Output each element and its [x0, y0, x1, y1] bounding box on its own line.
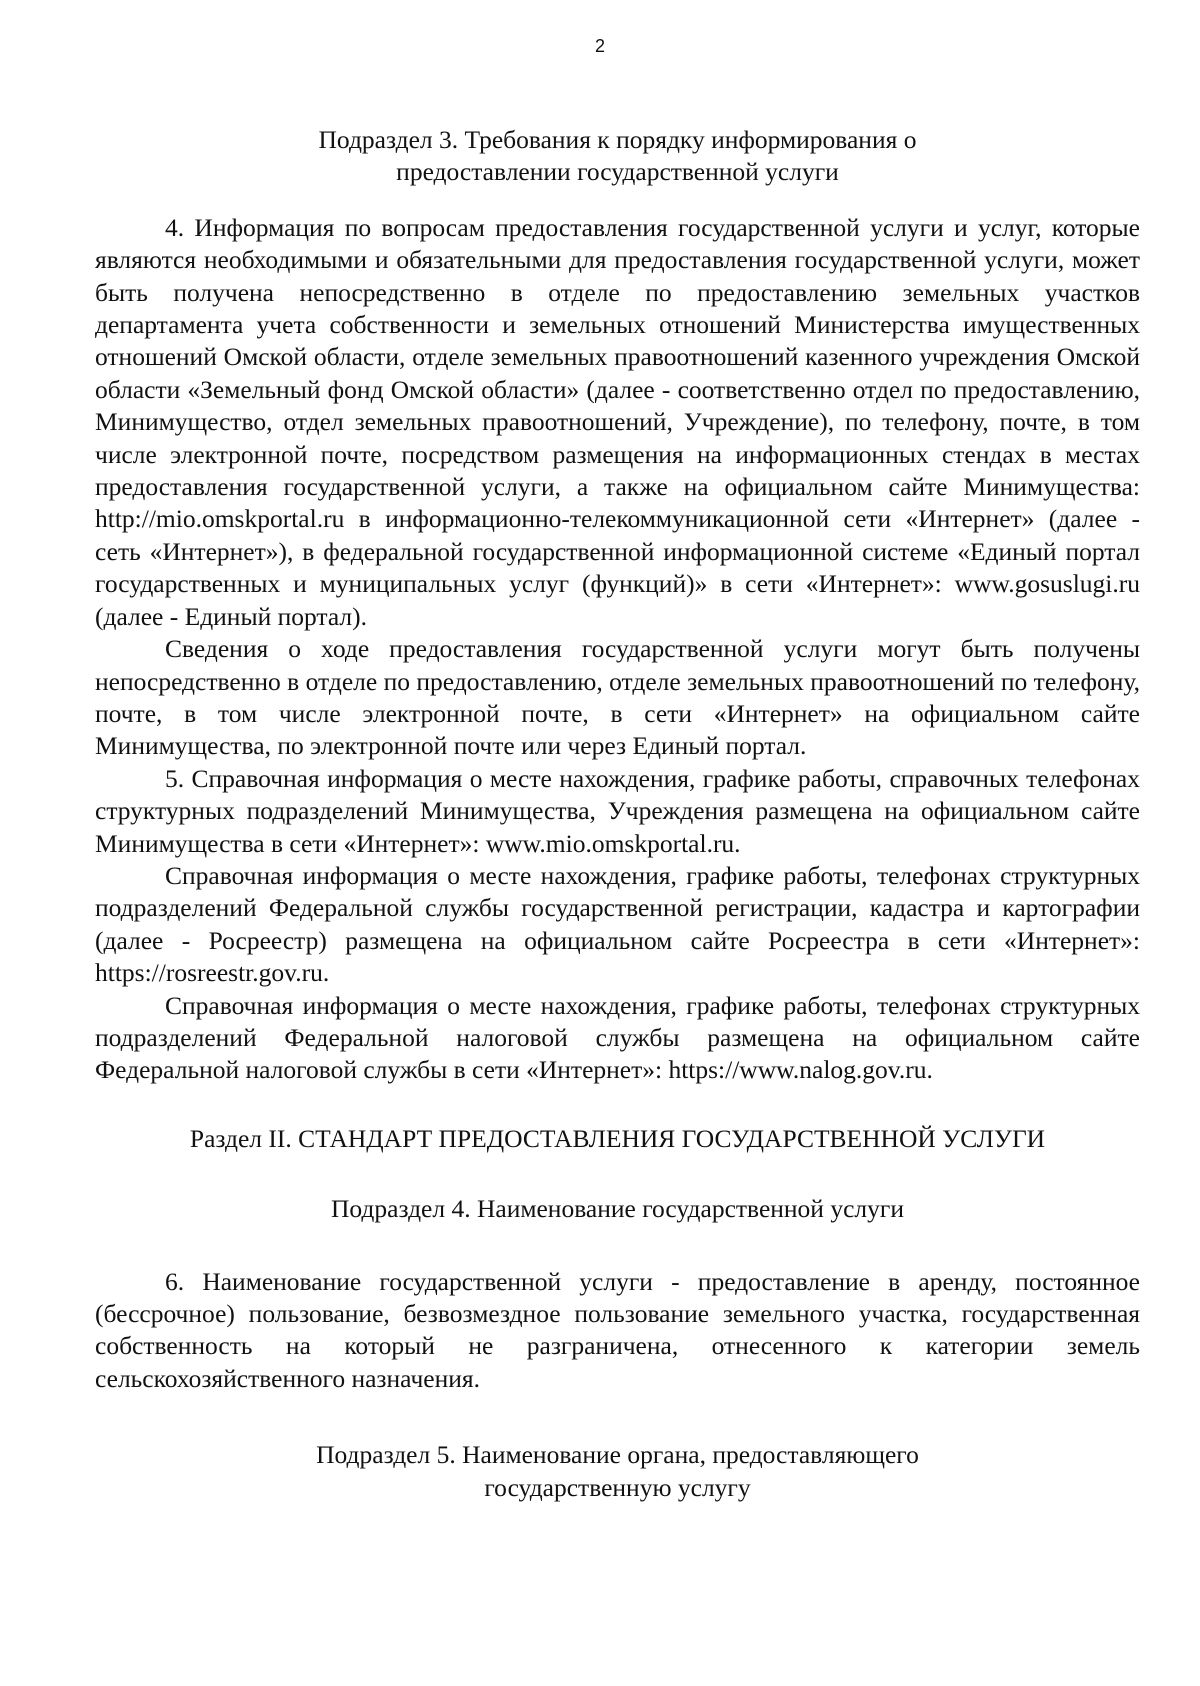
paragraph-5: 5. Справочная информация о месте нахождения, графике работы, справочных телефонах структурных подразделений Минимущества, Учреждения размещена на официальном сайте Минимущества в сети «Интернет»: www.mio.omskportal.ru.	[95, 763, 1140, 858]
paragraph-5-nalog: Справочная информация о месте нахождения, графике работы, телефонах структурных подразделений Федеральной налоговой службы размещена на официальном сайте Федеральной налоговой службы в сети «Интернет»: https://www.nalog.gov.ru.	[95, 990, 1140, 1085]
paragraph-6: 6. Наименование государственной услуги - предоставление в аренду, постоянное (бессрочное) пользование, безвозмездное пользование земельного участка, государственная собственность на который не разграничена, отнесенного к категории земель сельскохозяйственного назначения.	[95, 1266, 1140, 1393]
heading-line: предоставлении государственной услуги	[396, 157, 839, 187]
heading-line: государственную услугу	[484, 1472, 751, 1502]
subsection-5-heading	[95, 1439, 1140, 1504]
paragraph-4: 4. Информация по вопросам предоставления государственной услуги и услуг, которые являются необходимыми и обязательными для предоставления государственной услуги, может быть получена непосредственно в отделе по предоставлению земельных участков департамента учета собственности и земельных отношений Министерства имущественных отношений Омской области, отделе земельных правоотношений казенного учреждения Омской области «Земельный фонд Омской области» (далее - соответственно отдел по предоставлению, Минимущество, отдел земельных правоотношений, Учреждение), по телефону, почте, в том числе электронной почте, посредством размещения на информационных стендах в местах предоставления государственной услуги, а также на официальном сайте Минимущества: http://mio.omskportal.ru в информационно-телекоммуникационной сети «Интернет» (далее - сеть «Интернет»), в федеральной государственной информационной системе «Единый портал государственных и муниципальных услуг (функций)» в сети «Интернет»: www.gosuslugi.ru (далее - Единый портал).	[95, 212, 1140, 631]
heading-line: Подраздел 5. Наименование органа, предоставляющего	[316, 1440, 919, 1470]
paragraph-5-rosreestr: Справочная информация о месте нахождения, графике работы, телефонах структурных подразделений Федеральной службы государственной регистрации, кадастра и картографии (далее - Росреестр) размещена на официальном сайте Росреестра в сети «Интернет»: https://rosreestr.gov.ru.	[95, 860, 1140, 988]
section-2-heading: Раздел II. СТАНДАРТ ПРЕДОСТАВЛЕНИЯ ГОСУДАРСТВЕННОЙ УСЛУГИ	[189, 1123, 1046, 1153]
paragraph-4-progress-info: Сведения о ходе предоставления государственной услуги могут быть получены непосредственно в отделе по предоставлению, отделе земельных правоотношений по телефону, почте, в том числе электронной почте, в сети «Интернет» на официальном сайте Минимущества, по электронной почте или через Единый портал.	[95, 634, 1140, 761]
page-number: 2	[594, 36, 605, 56]
document-body	[95, 124, 1140, 1504]
subsection-4-heading: Подраздел 4. Наименование государственной услуги	[331, 1194, 904, 1224]
heading-line: Подраздел 3. Требования к порядку информирования о	[318, 125, 917, 154]
subsection-3-heading	[95, 124, 1140, 189]
